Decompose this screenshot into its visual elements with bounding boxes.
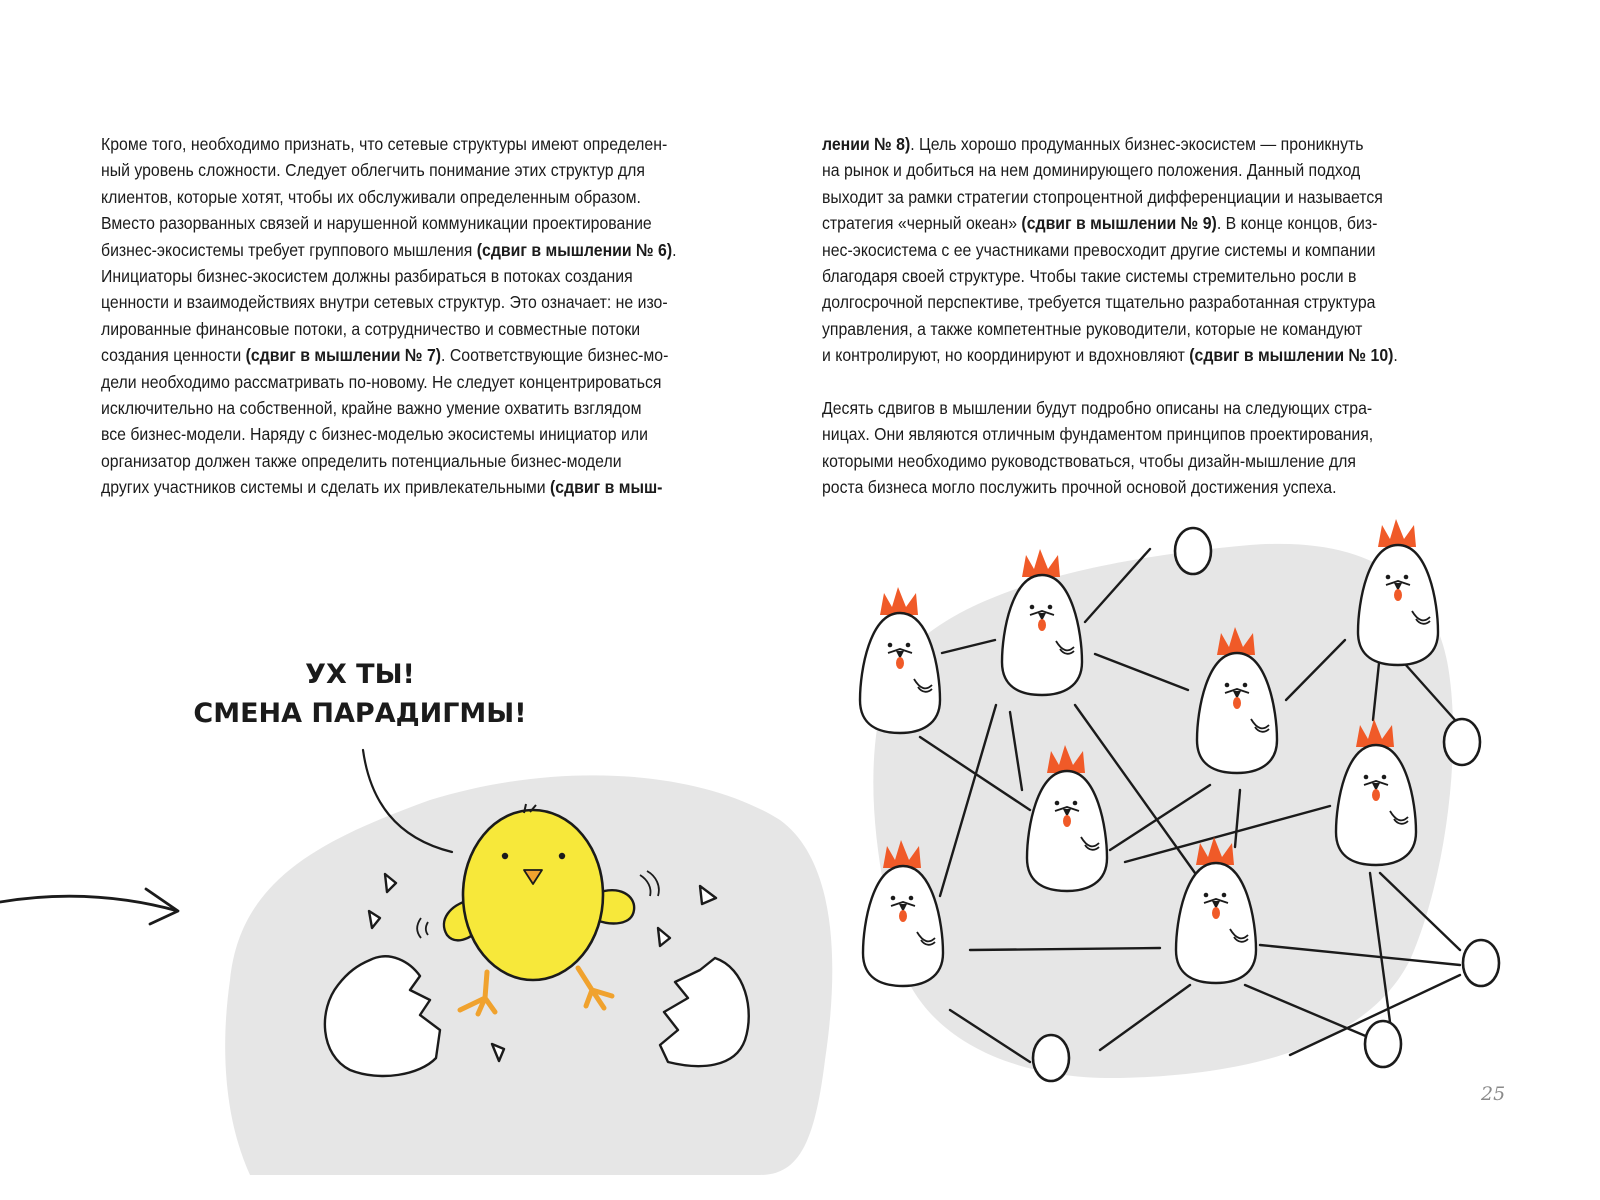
- speech-bubble-line-2: СМЕНА ПАРАДИГМЫ!: [193, 698, 527, 729]
- text-segment: управления, а также компетентные руководители, которые не командуют: [822, 318, 1363, 339]
- bold-text-segment: (сдвиг в мыш-: [550, 477, 663, 498]
- page-number: 25: [1481, 1083, 1506, 1105]
- text-segment: клиентов, которые хотят, чтобы их обслуживали определенным образом.: [101, 186, 641, 207]
- text-segment: организатор должен также определить потенциальные бизнес-модели: [101, 450, 622, 471]
- text-segment: ценности и взаимодействиях внутри сетевых структур. Это означает: не изо-: [101, 292, 668, 313]
- text-segment: благодаря своей структуре. Чтобы такие системы стремительно росли в: [822, 265, 1357, 286]
- bold-text-segment: (сдвиг в мышлении № 9): [1021, 213, 1217, 234]
- text-segment: . Соответствующие бизнес-мо-: [441, 345, 669, 366]
- text-segment: . Цель хорошо продуманных бизнес-экосистем — проникнуть: [910, 134, 1364, 154]
- text-segment: Десять сдвигов в мышлении будут подробно описаны на следующих стра-: [822, 397, 1373, 418]
- text-segment: на рынок и добиться на нем доминирующего положения. Данный подход: [822, 160, 1361, 181]
- text-segment: стратегия «черный океан»: [822, 213, 1022, 234]
- text-segment: других участников системы и сделать их привлекательными: [101, 477, 551, 498]
- text-segment: . В конце концов, биз-: [1216, 213, 1378, 234]
- text-segment: создания ценности: [101, 345, 246, 366]
- text-segment: лированные финансовые потоки, а сотрудничество и совместные потоки: [101, 318, 641, 339]
- text-segment: .: [672, 239, 677, 260]
- text-segment: Инициаторы бизнес-экосистем должны разбираться в потоках создания: [101, 265, 633, 286]
- bold-text-segment: лении № 8): [822, 134, 911, 154]
- text-segment: ный уровень сложности. Следует облегчить понимание этих структур для: [101, 160, 645, 181]
- text-segment: дели необходимо рассматривать по-новому. Не следует концентрироваться: [101, 371, 662, 392]
- text-segment: все бизнес-модели. Наряду с бизнес-моделью экосистемы инициатор или: [101, 424, 648, 445]
- text-segment: роста бизнеса могло послужить прочной основой достижения успеха.: [822, 477, 1337, 498]
- text-segment: выходит за рамки стратегии стопроцентной дифференциации и называется: [822, 186, 1383, 207]
- bold-text-segment: (сдвиг в мышлении № 10): [1189, 345, 1394, 366]
- text-segment: нес-экосистема с ее участниками превосходит другие системы и компании: [822, 239, 1376, 260]
- text-segment: долгосрочной перспективе, требуется тщательно разработанная структура: [822, 292, 1376, 313]
- bold-text-segment: (сдвиг в мышлении № 7): [245, 345, 442, 366]
- text-segment: ницах. Они являются отличным фундаментом принципов проектирования,: [822, 424, 1374, 445]
- speech-bubble-line-1: УХ ТЫ!: [305, 659, 415, 690]
- bold-text-segment: (сдвиг в мышлении № 6): [476, 239, 673, 260]
- text-segment: исключительно на собственной, крайне важно умение охватить взглядом: [101, 397, 642, 418]
- text-segment: Кроме того, необходимо признать, что сетевые структуры имеют определен-: [101, 134, 668, 154]
- text-segment: Вместо разорванных связей и нарушенной коммуникации проектирование: [101, 213, 652, 234]
- text-segment: бизнес-экосистемы требует группового мышления: [101, 239, 477, 260]
- text-segment: и контролируют, но координируют и вдохновляют: [822, 345, 1190, 366]
- arrow-right-icon: [0, 889, 178, 924]
- text-segment: которыми необходимо руководствоваться, чтобы дизайн-мышление для: [822, 450, 1356, 471]
- text-segment: .: [1393, 345, 1398, 366]
